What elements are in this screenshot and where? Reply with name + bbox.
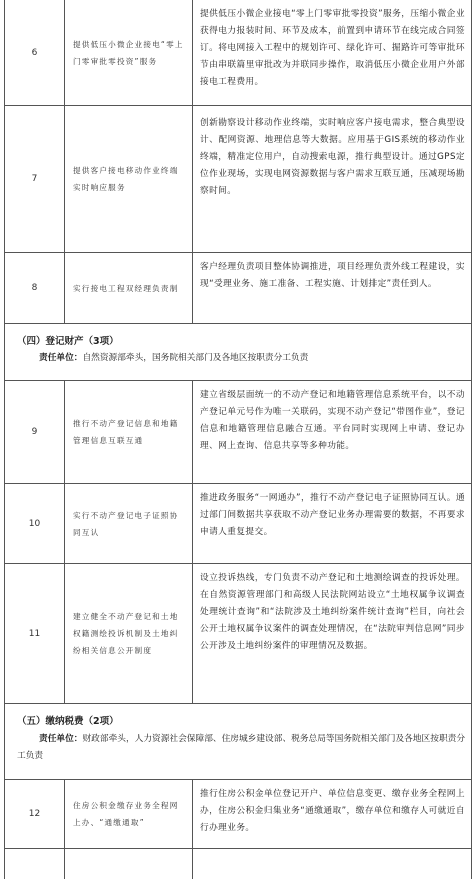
reform-item-text: 住房公积金缴存业务全程网上办、“通缴通取” [73, 801, 179, 827]
row-number: 10 [5, 484, 65, 563]
row-number: 6 [5, 0, 65, 105]
reform-item-text: 推行不动产登记信息和地籍管理信息互联互通 [73, 419, 179, 445]
reform-item-text: 建立健全不动产登记和土地权籍测绘投诉机制及土地纠纷相关信息公开制度 [73, 612, 179, 655]
row-number: 12 [5, 780, 65, 848]
responsible-label: 责任单位： [39, 734, 83, 744]
table-row [4, 780, 472, 849]
row-number: 9 [5, 381, 65, 483]
reform-description: 提供低压小微企业接电“零上门零审批零投资”服务，压缩小微企业获得电力报装时间、环节及成本，前置到申请环节在线完成合同签订。将电网接入工程中的规划许可、绿化许可、掘路许可等审批环节由串联篇里审批改为并联同步操作，取消低压小微企业用户外部接电工程费用。 [200, 9, 465, 87]
reform-description: 创新勘察设计移动作业终端，实时响应客户接电需求，整合典型设计、配网资源、地理信息等大数据。应用基于GIS系统的移动作业终端，精准定位用户，自动搜索电源，推行典型设计。通过GPS定位作业现场，实现电网资源数据与客户需求互联互通，压减现场勘察时间。 [200, 118, 465, 196]
reform-item [65, 780, 193, 848]
section-title: （五）缴纳税费（2项） [17, 716, 119, 727]
section-title: （四）登记财产（3项） [17, 336, 119, 347]
reform-description: 客户经理负责项目整体协调推进，项目经理负责外线工程建设，实现“受理业务、施工准备、工程实施、计划排定”责任到人。 [200, 262, 465, 289]
reform-item [65, 484, 193, 563]
section-header [4, 704, 472, 780]
table-row [4, 564, 472, 704]
reform-item [65, 564, 193, 703]
reform-item [65, 106, 193, 252]
reform-item [65, 381, 193, 483]
table-row [4, 106, 472, 253]
responsible-label: 责任单位： [39, 353, 83, 363]
row-number: 8 [5, 253, 65, 323]
responsible-text: 自然资源部牵头，国务院相关部门及各地区按职责分工负责 [82, 353, 309, 363]
table-row [4, 484, 472, 564]
reform-description: 设立投诉热线，专门负责不动产登记和土地测绘调查的投诉处理。在自然资源管理部门和高级人民法院网站设立“土地权属争议调查处理统计查询”和“法院涉及土地纠纷案件统计查询”栏目，向社会公开土地权属争议案件的调查处理情况，在“法院审判信息网”同步公开涉及土地纠纷案件的审理情况及数据。 [200, 573, 465, 651]
reform-item [65, 0, 193, 105]
reform-description: 建立省级层面统一的不动产登记和地籍管理信息系统平台，以不动产登记单元号作为唯一关联码，实现不动产登记“带图作业”，登记信息和地籍管理信息融合互通。平台同时实现网上申请、登记办理、网上查询、信息共享等多种功能。 [200, 390, 465, 451]
reform-description: 推行住房公积金单位登记开户、单位信息变更、缴存业务全程网上办，住房公积金归集业务“通缴通取”，缴存单位和缴存人可就近自行办理业务。 [200, 789, 465, 833]
table-row [4, 253, 472, 324]
section-header [4, 324, 472, 381]
responsible-units [17, 731, 465, 765]
row-number: 7 [5, 106, 65, 252]
table-row [4, 0, 472, 106]
reform-description: 推进政务服务“一网通办”，推行不动产登记电子证照协同互认。通过部门间数据共享获取不动产登记业务办理需要的数据，不再要求申请人重复提交。 [200, 493, 465, 537]
reform-item-text: 实行接电工程双经理负责制 [73, 283, 179, 293]
reform-item-text: 提供客户接电移动作业终端实时响应服务 [73, 166, 179, 192]
row-number: 11 [5, 564, 65, 703]
responsible-text: 财政部牵头，人力资源社会保障部、住房城乡建设部、税务总局等国务院相关部门及各地区按职责分工负责 [17, 734, 466, 761]
reform-item [65, 849, 193, 879]
reform-item-text: 提供低压小微企业接电“零上门零审批零投资”服务 [73, 39, 184, 66]
responsible-units [17, 350, 465, 367]
reform-description [193, 849, 471, 879]
table-row [4, 849, 472, 879]
reform-item-text: 实行不动产登记电子证照协同互认 [73, 510, 179, 537]
table-row [4, 381, 472, 484]
reform-item [65, 253, 193, 323]
row-number [5, 849, 65, 879]
